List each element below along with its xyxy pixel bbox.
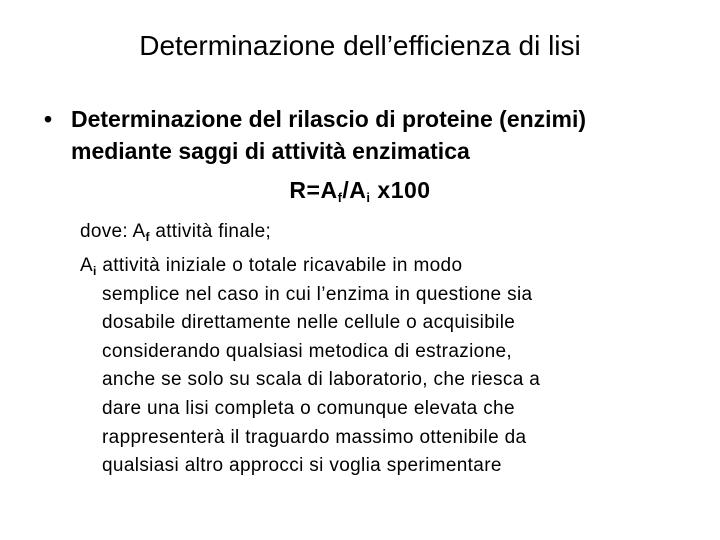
definition-ai-line: dare una lisi completa o comunque elevata che — [102, 397, 515, 419]
definition-ai-sub: i — [93, 264, 97, 278]
definition-ai-line: anche se solo su scala di laboratorio, che riesca a — [102, 369, 541, 391]
definition-ai-line — [80, 252, 680, 281]
bullet-text: Determinazione del rilascio di proteine (enzimi) mediante saggi di attività enzimatica — [71, 106, 587, 164]
definition-ai-line: rappresenterà il traguardo massimo ottenibile da — [102, 426, 527, 448]
definition-af — [80, 218, 680, 246]
definition-af-prefix: dove: A — [80, 221, 146, 242]
definition-ai-line: semplice nel caso in cui l’enzima in questione sia — [102, 283, 533, 305]
slide-title: Determinazione dell’efficienza di lisi — [139, 30, 581, 61]
definition-ai-line: dosabile direttamente nelle cellule o acquisibile — [102, 312, 516, 334]
formula-sub-f: f — [337, 190, 343, 205]
formula — [0, 174, 720, 206]
formula-part-2: /A — [342, 177, 367, 203]
definition-af-text: attività finale; — [149, 221, 272, 242]
definition-ai-prefix: A — [80, 255, 94, 276]
definition-ai — [80, 252, 680, 481]
definition-ai-line: qualsiasi altro approcci si voglia sperimentare — [102, 455, 502, 477]
formula-part-1: R=A — [289, 177, 338, 203]
formula-part-3: x100 — [370, 177, 431, 203]
definition-af-sub: f — [145, 230, 150, 244]
definition-ai-line: considerando qualsiasi metodica di estrazione, — [102, 340, 513, 362]
formula-sub-i: i — [366, 190, 371, 205]
definition-ai-line-text: attività iniziale o totale ricavabile in modo — [96, 255, 463, 276]
bullet-marker: • — [44, 106, 53, 132]
